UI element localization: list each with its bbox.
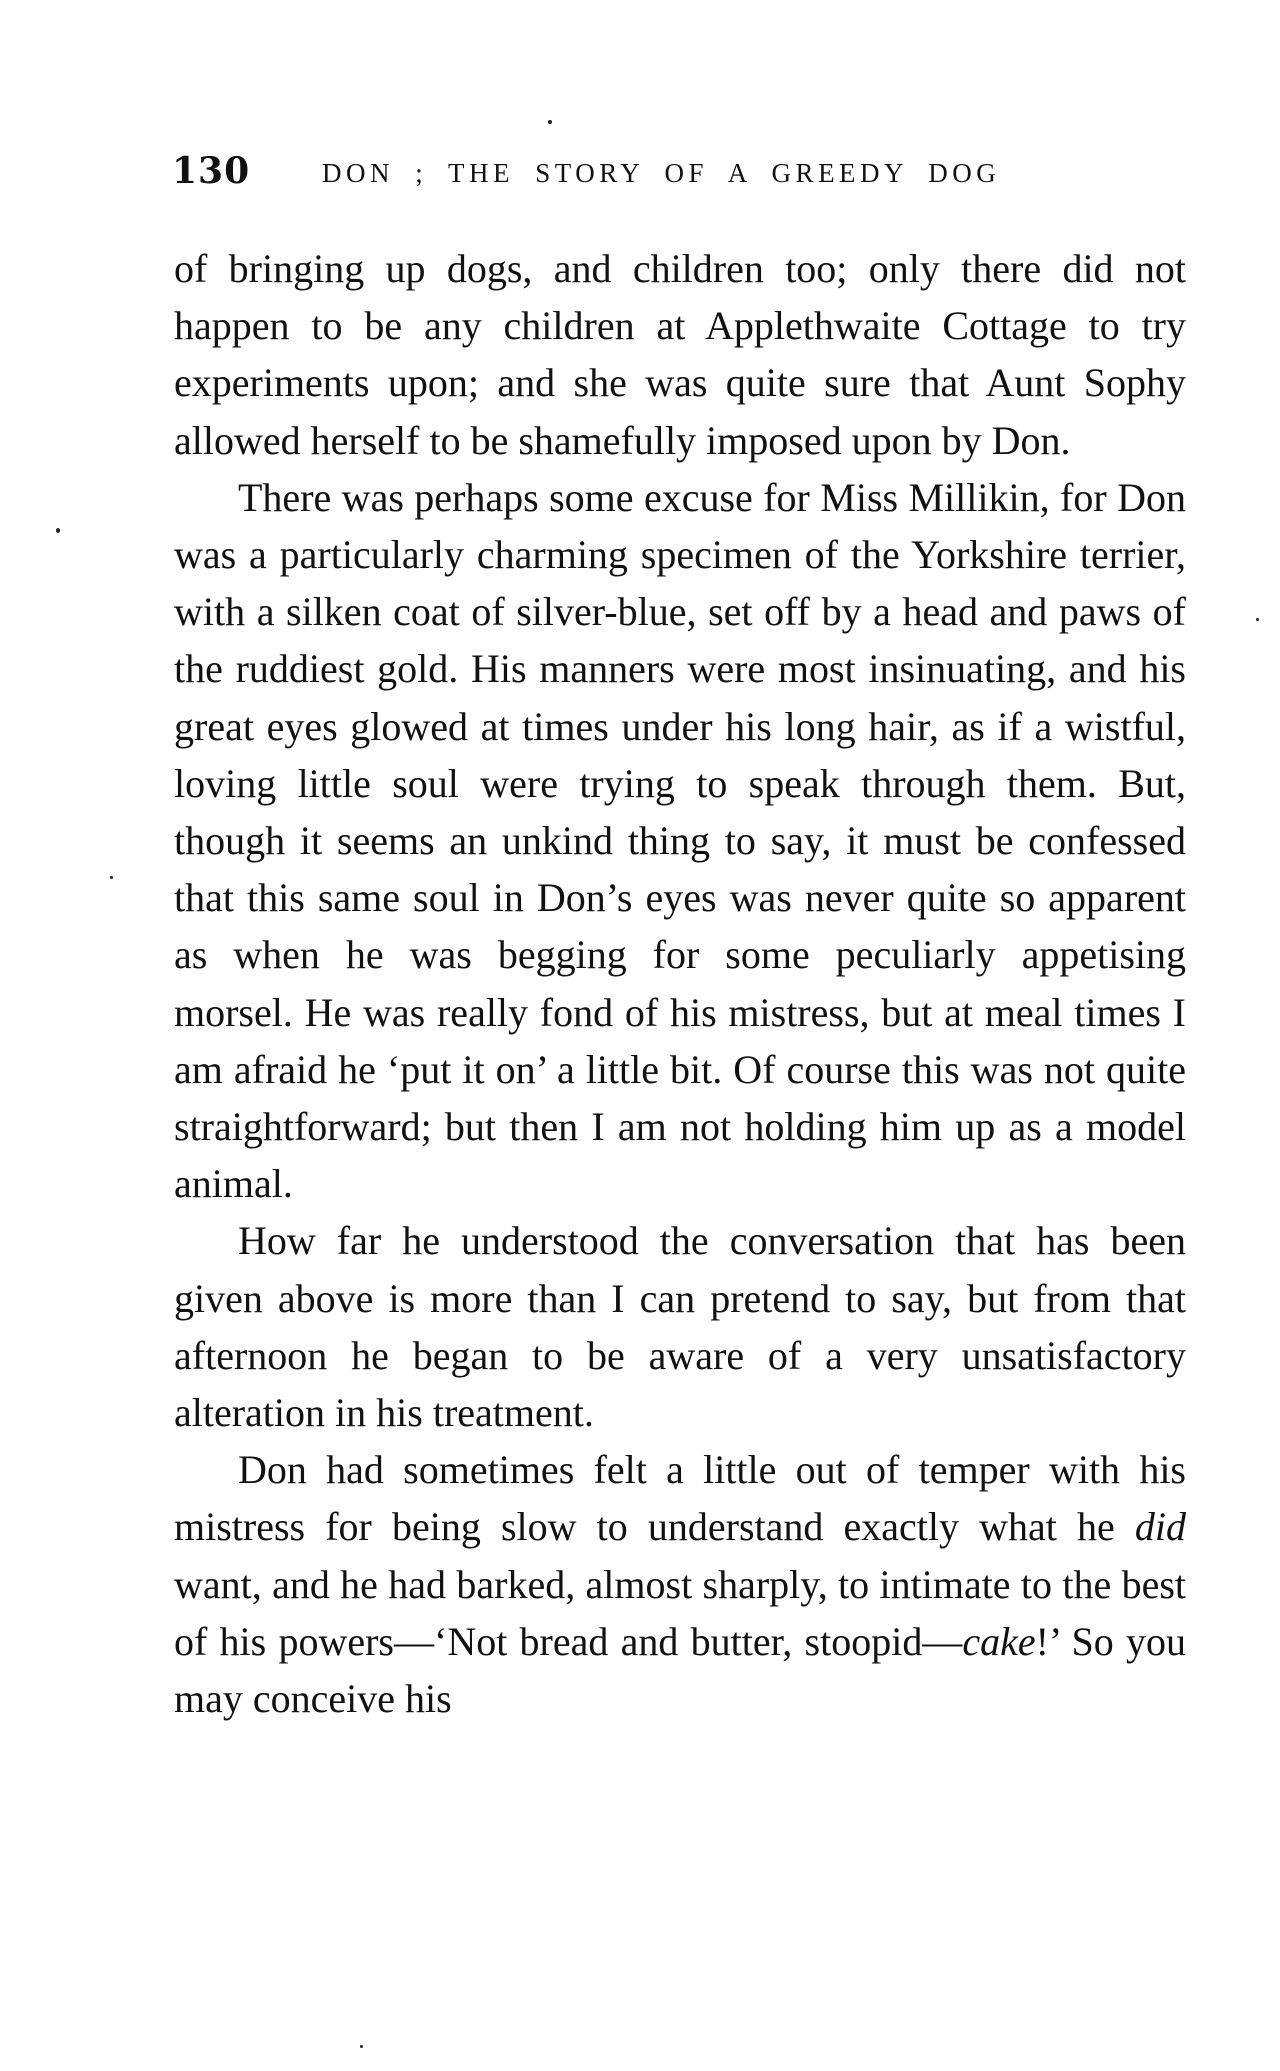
text-segment: Don had sometimes felt a little out of temper with his mistress for being slow to understand exactly what he [174,1447,1186,1550]
body-text [174,240,1186,1727]
page-header [172,150,1182,202]
italic-emphasis: did [1134,1504,1186,1550]
paragraph-4 [174,1441,1186,1727]
text-segment: There was perhaps some excuse for Miss Millikin, for Don was a particularly charming specimen of the Yorkshire terrier, with a silken coat of silver-blue, set off by a head and paws of the ruddiest gold. His manners were most insinuating, and his great eyes glowed at times under his long hair, as if a wistful, loving little soul were trying to speak through them. But, though it seems an unkind thing to say, it must be confessed that this same soul in Don’s eyes was never quite so apparent as when he was begging for some peculiarly appetising morsel. He was really fond of his mistress, but at meal times I am afraid he ‘put it on’ a little bit. Of course this was not quite straightforward; but then I am not holding him up as a model animal. [174,474,1186,1207]
print-speck [56,528,60,533]
print-speck [1256,618,1259,621]
print-speck [110,876,113,879]
text-segment: How far he understood the conversation that has been given above is more than I can pretend to say, but from that afternoon he began to be aware of a very unsatisfactory alteration in his treatment. [174,1218,1186,1436]
paragraph-3 [174,1212,1186,1441]
paragraph-1 [174,240,1186,469]
paragraph-2 [174,469,1186,1213]
page-number: 130 [172,150,251,192]
text-segment: of bringing up dogs, and children too; only there did not happen to be any children at Applethwaite Cottage to try experiments upon; and she was quite sure that Aunt Sophy allowed herself to be shamefully imposed upon by Don. [174,246,1186,463]
print-speck [360,2045,363,2048]
text-segment: want, and he had barked, almost sharply, to intimate to the best of his powers—‘Not bread and butter, stoopid— [174,1561,1186,1664]
running-title: DON ; THE STORY OF A GREEDY DOG [322,158,1001,188]
text-segment: !’ So you may conceive his [174,1618,1186,1722]
italic-emphasis: cake [962,1618,1036,1664]
print-speck [548,120,552,124]
